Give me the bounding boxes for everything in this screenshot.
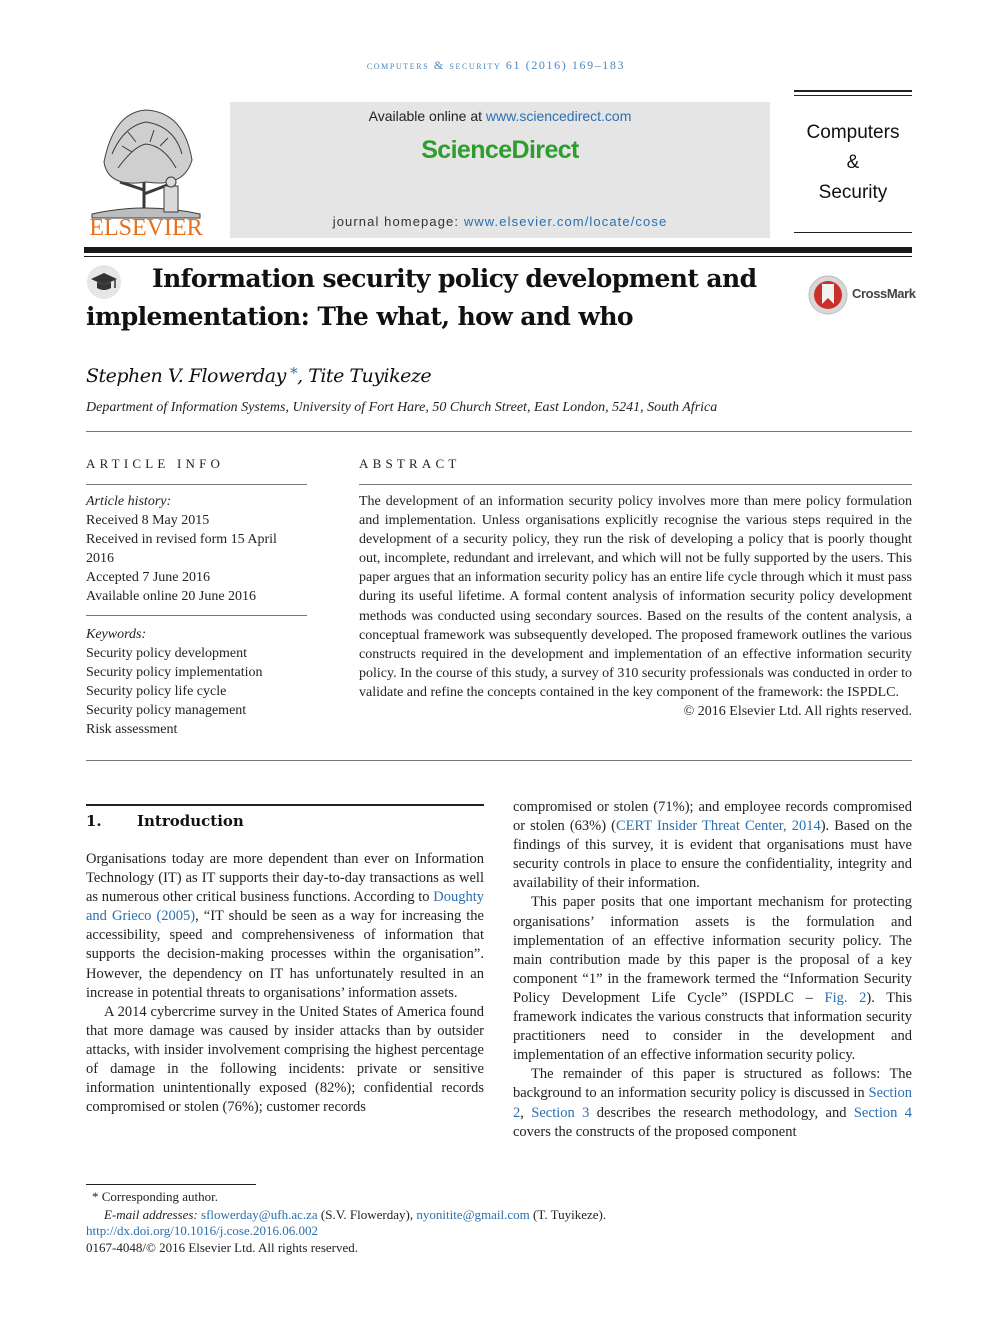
divider — [86, 484, 307, 485]
section-number: 1. — [86, 812, 102, 830]
article-title-line2: implementation: The what, how and who — [86, 302, 633, 331]
footnote-corresponding: * Corresponding author. — [92, 1189, 219, 1204]
body-column-left — [86, 850, 484, 1117]
section-link[interactable]: Section 3 — [531, 1104, 590, 1121]
paragraph: This paper posits that one important mechanism for protecting organisations’ information assets is the formulation and implementation of an effective information security policy. The main contribution made by this paper is the proposal of a key component “1” in the framework termed the “Information Security Policy Development Life Cycle” (ISPDLC – Fig. 2). This framework indicates the various constructs that information security practitioners need to consider in the development and implementation of an effective information security policy. — [513, 894, 912, 1064]
section-title: Introduction — [137, 812, 244, 830]
journal-homepage-link[interactable]: www.elsevier.com/locate/cose — [463, 214, 668, 229]
keyword-item: Security policy development — [86, 646, 247, 661]
article-info-heading: ARTICLE INFO — [86, 456, 225, 471]
online-date: Available online 20 June 2016 — [86, 589, 257, 604]
journal-title-rule — [794, 232, 912, 233]
masthead-divider — [84, 256, 912, 257]
journal-title: Computers & Security — [806, 122, 900, 203]
sciencedirect-banner — [230, 102, 770, 238]
issn-line: 0167-4048/© 2016 Elsevier Ltd. All rights reserved. — [86, 1240, 358, 1255]
journal-title-rule — [794, 90, 912, 92]
author-name[interactable]: Tite Tuyikeze — [308, 365, 432, 387]
citation-link[interactable]: Doughty and Grieco (2005) — [86, 889, 484, 925]
journal-title-rule — [794, 95, 912, 96]
figure-link[interactable]: Fig. 2 — [824, 989, 867, 1006]
received-date: Received 8 May 2015 — [86, 513, 210, 528]
affiliation: Department of Information Systems, University of Fort Hare, 50 Church Street, East London, 5241, South Africa — [86, 400, 718, 415]
keyword-item: Security policy implementation — [86, 665, 263, 680]
running-header: computers & security 61 (2016) 169–183 — [366, 58, 626, 72]
section-link[interactable]: Section 2 — [513, 1085, 912, 1121]
abstract-heading: ABSTRACT — [359, 456, 461, 471]
svg-text:ELSEVIER: ELSEVIER — [89, 215, 203, 240]
footnote-emails: E-mail addresses: sflowerday@ufh.ac.za (S.V. Flowerday), nyonitite@gmail.com (T. Tuyikeze). — [104, 1207, 607, 1222]
paragraph: The remainder of this paper is structured as follows: The background to an information security policy is discussed in Section 2, Section 3 describes the research methodology, and Section 4 covers the constructs of the proposed component — [513, 1066, 912, 1140]
keyword-item: Security policy life cycle — [86, 684, 227, 699]
paragraph: compromised or stolen (71%); and employee records compromised or stolen (63%) (CERT Insider Threat Center, 2014). Based on the findings of this survey, it is evident that organisations must have security controls in place to ensure the confidentiality, integrity and availability of their information. — [513, 799, 912, 892]
keywords-label: Keywords: — [86, 627, 147, 642]
accepted-date: Accepted 7 June 2016 — [86, 570, 211, 585]
footnote-rule — [86, 1184, 256, 1185]
citation-link[interactable]: CERT Insider Threat Center, 2014 — [615, 818, 821, 835]
article-title-line1: Information security policy development and — [152, 264, 757, 293]
paragraph: Organisations today are more dependent than ever on Information Technology (IT) as IT supports their day-to-day transactions as well as numerous other critical business functions. According to Doughty and Grieco (2005), “IT should be seen as a way for increasing the accessibility, speed and comprehensiveness of information that supports the decision-making processes within the organisation”. However, the dependency on IT has unfortunately resulted in an increase in potential threats to organisations’ information assets. — [86, 851, 484, 1001]
section-link[interactable]: Section 4 — [853, 1104, 912, 1121]
keyword-item: Security policy management — [86, 703, 247, 718]
corresponding-marker[interactable]: * — [285, 364, 298, 382]
doi-link-row — [86, 1222, 318, 1240]
article-history-label: Article history: — [86, 494, 172, 509]
divider — [86, 431, 912, 432]
masthead-divider — [84, 247, 912, 253]
crossmark-label[interactable]: CrossMark — [852, 286, 916, 301]
sciencedirect-link[interactable]: www.sciencedirect.com — [485, 108, 632, 124]
divider — [86, 615, 307, 616]
author-name[interactable]: Stephen V. Flowerday — [86, 365, 286, 387]
sciencedirect-brand: ScienceDirect — [421, 136, 579, 164]
abstract-text: The development of an information security policy involves more than mere policy formulation and implementation. Unless organisations explicitly recognise the various steps required in the development of a security policy, they run the risk of developing a policy that is poorly thought out, incomplete, redundant and irrelevant, and which will not be fully supported by the users. This paper argues that an information security policy has an entire life cycle through which it must pass during its useful lifetime. A formal content analysis of information security policy development methods was conducted using secondary sources. Based on the results of the content analysis, a conceptual framework was subsequently developed. The proposed framework outlines the various constructs required in the development and implementation of an effective information security policy. In the course of this study, a survey of 310 security professionals was conducted in order to validate and refine the concepts contained in the key component of the framework: the ISPDLC. © 2016 Elsevier Ltd. All rights reserved. — [359, 492, 912, 721]
doi-link[interactable]: http://dx.doi.org/10.1016/j.cose.2016.06.002 — [86, 1223, 318, 1238]
available-online-text: Available online at www.sciencedirect.com — [368, 108, 632, 124]
revised-date: Received in revised form 15 April — [86, 532, 277, 547]
author-list: Stephen V. Flowerday *, Tite Tuyikeze — [86, 364, 432, 387]
divider — [359, 484, 912, 485]
body-column-right — [513, 798, 912, 1142]
revised-date-year: 2016 — [86, 551, 114, 566]
section-rule — [86, 804, 484, 806]
abstract-copyright: © 2016 Elsevier Ltd. All rights reserved. — [683, 704, 912, 720]
email-link[interactable]: sflowerday@ufh.ac.za — [201, 1207, 318, 1222]
divider — [86, 760, 912, 761]
paragraph: A 2014 cybercrime survey in the United States of America found that more damage was caused by insider attacks than by outsider attacks, with insider involvement comprising the highest percentage of damage in the following incidents: private or sensitive information unintentionally exposed (82%); confidential records compromised or stolen (76%); customer records — [86, 1003, 484, 1116]
elsevier-logo — [84, 102, 208, 240]
journal-homepage: journal homepage: www.elsevier.com/locate/cose — [332, 214, 668, 229]
email-link[interactable]: nyonitite@gmail.com — [416, 1207, 530, 1222]
keyword-item: Risk assessment — [86, 722, 178, 737]
graduation-cap-icon — [86, 264, 122, 300]
